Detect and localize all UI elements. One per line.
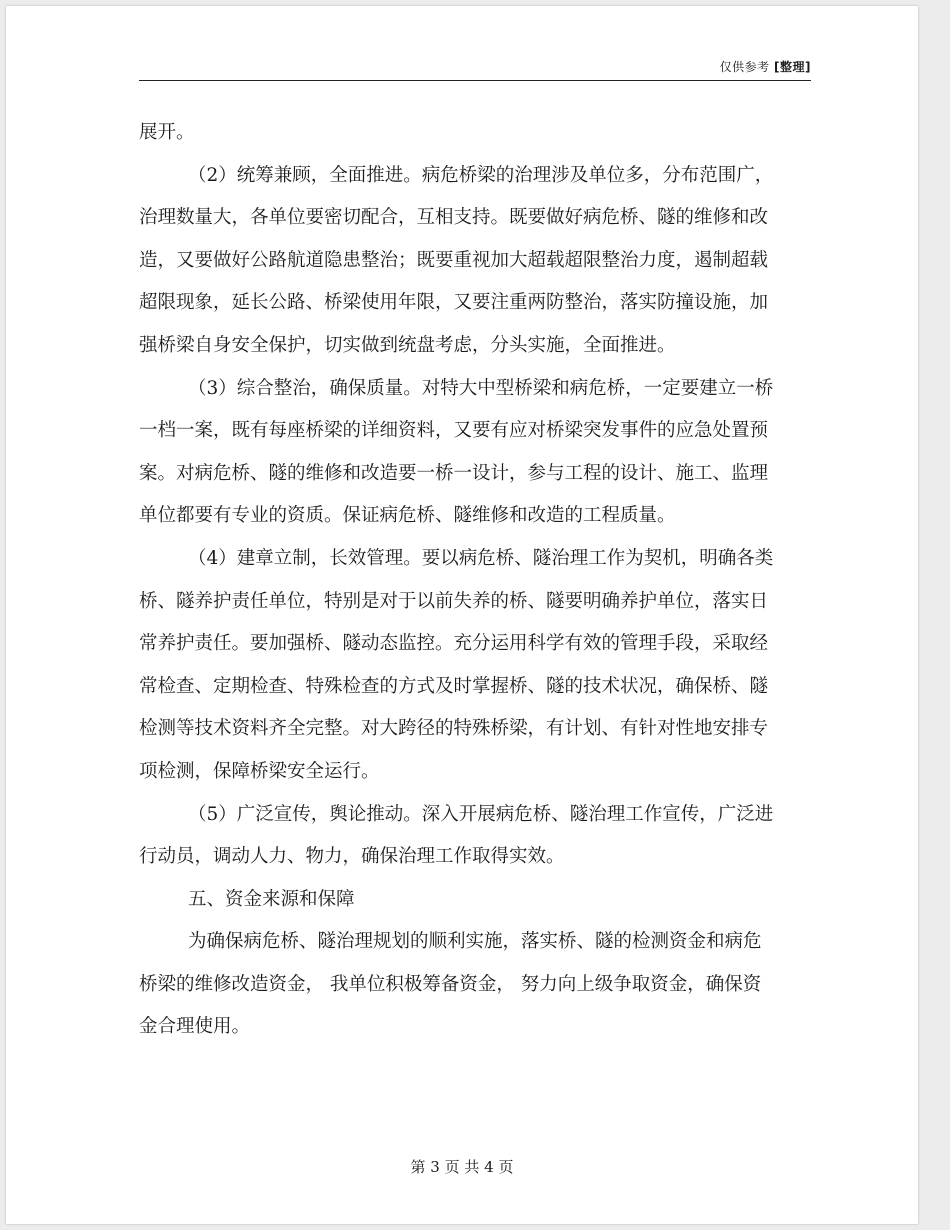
section-heading: 五、资金来源和保障	[188, 888, 355, 910]
paragraph-4: （4）建章立制，长效管理。要以病危桥、隧治理工作为契机，明确各类桥、隧养护责任单位，特别是对于以前失养的桥、隧要明确养护单位，落实日常养护责任。要加强桥、隧动态监控。充分运用科学有效的管理手段，采取经常检查、定期检查、特殊检查的方式及时掌握桥、隧的技术状况，确保桥、隧检测等技术资料齐全完整。对大跨径的特殊桥梁，有计划、有针对性地安排专项检测，保障桥梁安全运行。	[139, 547, 774, 782]
paragraph-1: 展开。	[139, 122, 195, 143]
paragraph-6: 为确保病危桥、隧治理规划的顺利实施，落实桥、隧的检测资金和病危桥梁的维修改造资金， 我单位积极筹备资金， 努力向上级争取资金，确保资金合理使用。	[139, 931, 762, 1038]
page-footer: 第 3 页 共 4 页	[410, 1158, 514, 1176]
paragraph-2: （2）统筹兼顾，全面推进。病危桥梁的治理涉及单位多，分布范围广，治理数量大，各单位要密切配合，互相支持。既要做好病危桥、隧的维修和改造，又要做好公路航道隐患整治；既要重视加大超载超限整治力度，遏制超载超限现象，延长公路、桥梁使用年限，又要注重两防整治，落实防撞设施，加强桥梁自身安全保护，切实做到统盘考虑，分头实施，全面推进。	[139, 164, 774, 356]
paragraph-5: （5）广泛宣传，舆论推动。深入开展病危桥、隧治理工作宣传，广泛进行动员，调动人力、物力，确保治理工作取得实效。	[139, 803, 774, 868]
header-tag: [整理]	[774, 60, 811, 74]
paragraph-3: （3）综合整治，确保质量。对特大中型桥梁和病危桥，一定要建立一桥一档一案，既有每座桥梁的详细资料，又要有应对桥梁突发事件的应急处置预案。对病危桥、隧的维修和改造要一桥一设计，参与工程的设计、施工、监理单位都要有专业的资质。保证病危桥、隧维修和改造的工程质量。	[139, 377, 774, 527]
page-header	[139, 56, 811, 81]
document-body	[139, 112, 775, 1049]
document-page	[6, 6, 918, 1224]
header-text: 仅供参考	[719, 60, 770, 74]
header-label	[720, 58, 811, 75]
